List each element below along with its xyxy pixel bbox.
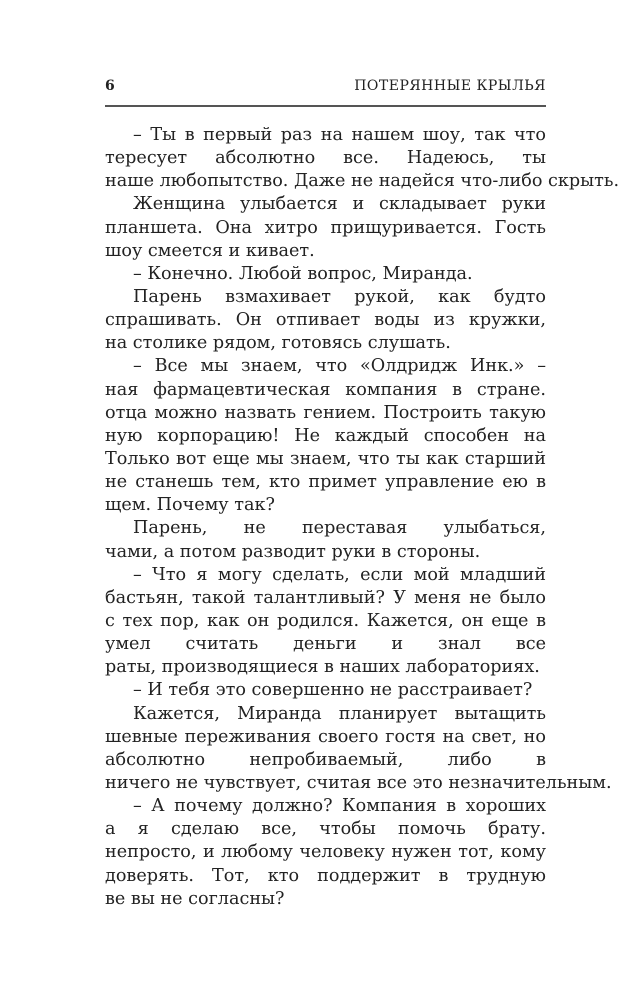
paragraph — [105, 286, 546, 355]
text-line: на столике рядом, готовясь слушать. — [105, 333, 451, 354]
text-line: не станешь тем, кто примет управление ею в — [105, 472, 546, 493]
text-line: Женщина улыбается и складывает руки — [133, 194, 546, 215]
text-line: непросто, и любому человеку нужен тот, кому — [105, 842, 546, 863]
text-line: Кажется, Миранда планирует вытащить — [133, 703, 546, 724]
text-line: Парень, не переставая улыбаться, — [133, 518, 546, 539]
text-line: тересует абсолютно все. Надеюсь, ты — [105, 148, 546, 169]
text-line: умел считать деньги и знал все — [105, 634, 546, 655]
text-line: – Ты в первый раз на нашем шоу, так что — [133, 125, 546, 145]
header-rule — [105, 105, 546, 107]
text-line: а я сделаю все, чтобы помочь брату. — [105, 819, 546, 840]
text-line: Только вот еще мы знаем, что ты как старший — [105, 448, 546, 469]
text-line: чами, а потом разводит руки в стороны. — [105, 541, 481, 562]
paragraph — [105, 679, 546, 702]
text-line: шоу смеется и кивает. — [105, 240, 315, 261]
running-title: ПОТЕРЯННЫЕ КРЫЛЬЯ — [354, 78, 546, 94]
text-line: ная фармацевтическая компания в стране. — [105, 379, 546, 400]
text-line: ве вы не согласны? — [105, 888, 285, 909]
text-line: доверять. Тот, кто поддержит в трудную — [105, 865, 546, 886]
page-body — [105, 124, 619, 911]
text-line: шевные переживания своего гостя на свет, но — [105, 726, 546, 747]
paragraph — [105, 193, 546, 262]
paragraph — [105, 517, 546, 563]
page-number: 6 — [105, 78, 115, 94]
text-line: Парень взмахивает рукой, как будто — [133, 286, 546, 307]
text-line: спрашивать. Он отпивает воды из кружки, — [105, 310, 546, 331]
paragraph — [105, 795, 546, 911]
text-line: отца можно назвать гением. Построить такую — [105, 402, 546, 423]
paragraph — [105, 703, 612, 796]
text-line: наше любопытство. Даже не надейся что-либо скрыть. — [105, 171, 619, 192]
paragraph — [105, 564, 546, 680]
text-line: щем. Почему так? — [105, 495, 275, 516]
text-line: бастьян, такой талантливый? У меня не было — [105, 587, 546, 608]
text-line: с тех пор, как он родился. Кажется, он еще в — [105, 610, 546, 631]
text-line: – А почему должно? Компания в хороших — [133, 796, 546, 817]
paragraph — [105, 355, 546, 517]
text-line: планшета. Она хитро прищуривается. Гость — [105, 217, 546, 238]
text-line: – Что я могу сделать, если мой младший — [133, 564, 546, 585]
running-header — [105, 78, 546, 98]
paragraph — [105, 263, 546, 286]
text-line: ничего не чувствует, считая все это незначительным. — [105, 772, 612, 793]
text-line: раты, производящиеся в наших лабораториях. — [105, 657, 540, 678]
paragraph — [105, 124, 619, 193]
text-line: – Все мы знаем, что «Олдридж Инк.» – — [133, 356, 546, 377]
text-line: ную корпорацию! Не каждый способен на — [105, 425, 546, 446]
text-line: абсолютно непробиваемый, либо в — [105, 749, 546, 770]
text-line: – И тебя это совершенно не расстраивает? — [133, 680, 533, 701]
text-line: – Конечно. Любой вопрос, Миранда. — [133, 263, 473, 284]
